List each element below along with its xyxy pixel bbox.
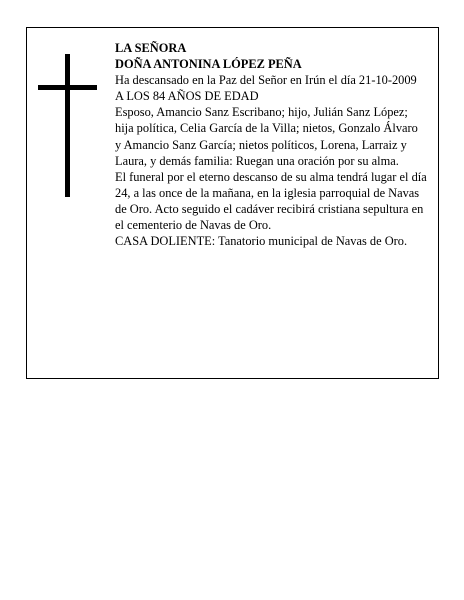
latin-cross-icon: [38, 54, 97, 197]
mourning-house: CASA DOLIENTE: Tanatorio municipal de Navas de Oro.: [115, 234, 408, 249]
deceased-name: DOÑA ANTONINA LÓPEZ PEÑA: [115, 57, 302, 72]
rest-statement: Ha descansado en la Paz del Señor en Irún el día 21-10-2009: [115, 73, 417, 88]
funeral-statement: El funeral por el eterno descanso de su alma tendrá lugar el día 24, a las once de la mañana, en la iglesia parroquial de Navas de Oro. Acto seguido el cadáver recibirá cristiana sepultura en el cementerio de Navas de Oro.: [115, 169, 427, 233]
cross-vertical-bar: [65, 54, 70, 197]
notice-heading-title: LA SEÑORA: [115, 41, 187, 55]
family-statement: Esposo, Amancio Sanz Escribano; hijo, Julián Sanz López; hija política, Celia García de la Villa; nietos, Gonzalo Álvaro y Amancio Sanz García; nietos políticos, Lorena, Larraiz y Laura, y demás familia: Ruegan una oración por su alma.: [115, 105, 418, 168]
obituary-text-block: [115, 40, 427, 249]
cross-horizontal-bar: [38, 85, 97, 90]
age-statement: A LOS 84 AÑOS DE EDAD: [115, 89, 259, 104]
